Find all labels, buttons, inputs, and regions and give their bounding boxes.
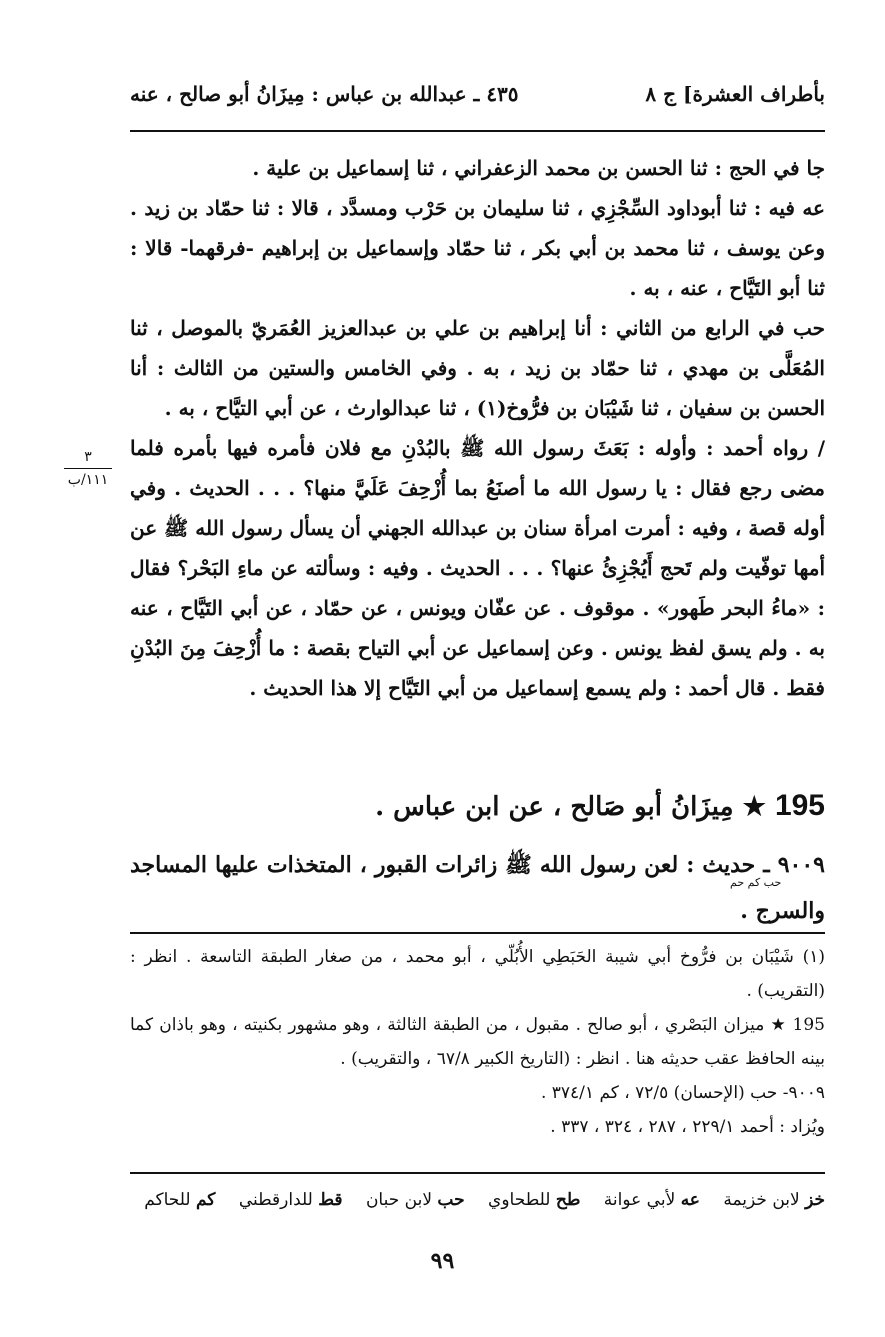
margin-folio-note bbox=[58, 448, 118, 489]
abbrev-item bbox=[604, 1190, 700, 1210]
paragraph: حب في الرابع من الثاني : أنا إبراهيم بن علي بن عبدالعزيز العُمَريّ بالموصل ، ثنا المُعَلَّى بن مهدي ، ثنا حمّاد بن زيد ، به . وفي الخامس والستين من الثالث : أنا الحسن بن سفيان ، ثنا شَيْبَان بن فرُّوخ(١) ، ثنا عبدالوارث ، عن أبي التيَّاح ، به . bbox=[130, 316, 825, 420]
footnotes bbox=[130, 940, 825, 1144]
abbrev-item bbox=[144, 1190, 215, 1210]
footnote: ويُزاد : أحمد ٢٢٩/١ ، ٢٨٧ ، ٣٢٤ ، ٣٣٧ . bbox=[550, 1117, 825, 1137]
footnote-rule bbox=[130, 932, 825, 934]
entry-heading bbox=[130, 786, 825, 827]
abbrev-code: كم bbox=[195, 1190, 216, 1210]
abbrev-name: للحاكم bbox=[144, 1190, 191, 1210]
hadith-sigla: حب كم حم bbox=[730, 876, 782, 889]
header-section: ٤٣٥ ـ عبدالله بن عباس : مِيزَانُ أبو صالح ، عنه bbox=[130, 82, 519, 106]
hadith-entry: ٩٠٠٩ ـ حديث : لعن رسول الله ﷺ زائرات القبور ، المتخذات عليها المساجد والسرج . bbox=[130, 852, 825, 924]
abbrev-rule bbox=[130, 1172, 825, 1174]
margin-note-top: ٣ bbox=[84, 449, 92, 465]
abbrev-name: للدارقطني bbox=[238, 1190, 313, 1210]
page-number: ٩٩ bbox=[430, 1248, 455, 1274]
header-volume: بأطراف العشرة] ج ٨ bbox=[645, 82, 825, 106]
running-header bbox=[130, 82, 825, 118]
abbrev-name: لابن خزيمة bbox=[723, 1190, 800, 1210]
paragraph: جا في الحج : ثنا الحسن بن محمد الزعفراني ، ثنا إسماعيل بن علية . bbox=[252, 156, 825, 180]
abbrev-code: عه bbox=[680, 1190, 700, 1210]
margin-note-divider bbox=[64, 468, 112, 469]
abbrev-code: قط bbox=[318, 1190, 343, 1210]
abbrev-item bbox=[366, 1190, 465, 1210]
abbrev-code: حب bbox=[437, 1190, 465, 1210]
abbrev-name: لأبي عوانة bbox=[603, 1190, 676, 1210]
paragraph: عه فيه : ثنا أبوداود السِّجْزِي ، ثنا سليمان بن حَرْب ومسدَّد ، قالا : ثنا حمّاد بن زيد . وعن يوسف ، ثنا محمد بن أبي بكر ، ثنا حمّاد وإسماعيل بن إبراهيم -فرقهما- قالا : ثنا أبو التَيَّاح ، عنه ، به . bbox=[130, 196, 825, 300]
entry-title: مِيزَانُ أبو صَالح ، عن ابن عباس . bbox=[375, 792, 734, 822]
entry-number: 195 bbox=[774, 789, 825, 822]
abbrev-code: خز bbox=[805, 1190, 825, 1210]
abbrev-item bbox=[488, 1190, 580, 1210]
abbrev-name: لابن حبان bbox=[365, 1190, 433, 1210]
main-text bbox=[130, 148, 825, 708]
star-icon: ★ bbox=[742, 792, 766, 822]
footnote: (١) شَيْبَان بن فرُّوخ أبي شيبة الحَبَطِي الأُبُلّي ، أبو محمد ، من صغار الطبقة التاسعة . انظر : (التقريب) . bbox=[130, 947, 825, 1001]
footnote: ٩٠٠٩- حب (الإحسان) ٧٢/٥ ، كم ٣٧٤/١ . bbox=[540, 1083, 825, 1103]
abbrev-item bbox=[239, 1190, 343, 1210]
abbrev-code: طح bbox=[555, 1190, 581, 1210]
margin-note-bottom: ١١١/ب bbox=[67, 472, 109, 488]
paragraph: / رواه أحمد : وأوله : بَعَثَ رسول الله ﷺ بالبُدْنِ مع فلان فأمره فيها بأمره فلما مضى رجع فقال : يا رسول الله ما أصنَعُ بما أُزْحِفَ عَلَيَّ منها؟ . . . الحديث . وفي أوله قصة ، وفيه : أمرت امرأة سنان بن عبدالله الجهني أن يسأل رسول الله ﷺ عن أمها توفّيت ولم تَحج أَيُجْزِئُ عنها؟ . . . الحديث . وفيه : وسألته عن ماءِ البَحْر؟ فقال : «ماءُ البحر طَهور» . موقوف . عن عفّان ويونس ، عن حمّاد ، عن أبي التَيَّاح ، عنه به . ولم يسق لفظ يونس . وعن إسماعيل عن أبي التياح بقصة : ما أُزْحِفَ مِنَ البُدْنِ فقط . قال أحمد : ولم يسمع إسماعيل من أبي التَيَّاح إلا هذا الحديث . bbox=[130, 436, 826, 700]
abbreviation-key bbox=[130, 1190, 825, 1210]
footnote: 195 ★ ميزان البَصْري ، أبو صالح . مقبول ، من الطبقة الثالثة ، وهو مشهور بكنيته ، وهو باذان كما بينه الحافظ عقب حديثه هنا . انظر : (التاريخ الكبير ٦٧/٨ ، والتقريب) . bbox=[130, 1015, 825, 1069]
abbrev-name: للطحاوي bbox=[488, 1190, 551, 1210]
header-rule bbox=[130, 130, 825, 132]
abbrev-item bbox=[723, 1190, 825, 1210]
